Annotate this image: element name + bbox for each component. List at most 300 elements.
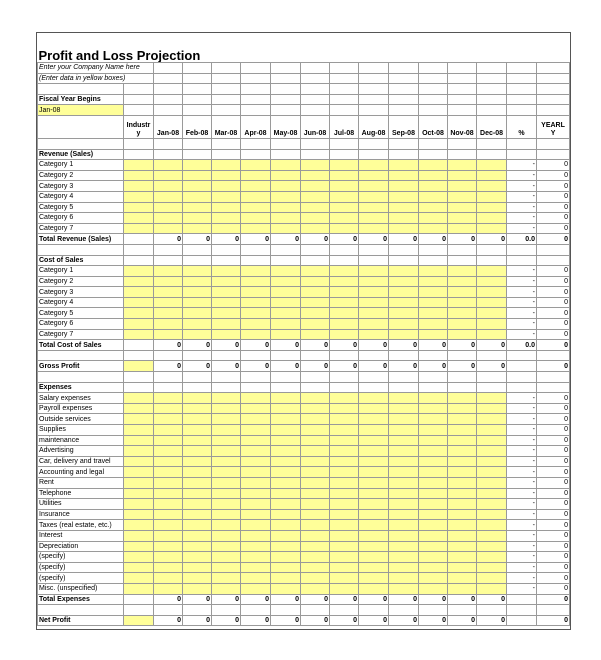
input-cell[interactable]	[241, 170, 271, 181]
input-cell[interactable]	[330, 477, 359, 488]
input-cell[interactable]	[389, 308, 419, 319]
input-cell[interactable]	[241, 266, 271, 277]
input-cell[interactable]	[359, 223, 389, 234]
input-cell[interactable]	[359, 202, 389, 213]
input-cell[interactable]	[183, 393, 212, 404]
input-cell[interactable]	[183, 425, 212, 436]
input-cell[interactable]	[359, 477, 389, 488]
input-cell[interactable]	[212, 456, 241, 467]
input-cell[interactable]	[154, 573, 183, 584]
input-cell[interactable]	[477, 403, 507, 414]
input-cell[interactable]	[389, 530, 419, 541]
input-cell[interactable]	[301, 213, 330, 224]
input-cell[interactable]	[330, 520, 359, 531]
input-cell[interactable]	[301, 467, 330, 478]
input-cell[interactable]	[183, 456, 212, 467]
input-cell[interactable]	[477, 477, 507, 488]
input-cell[interactable]	[183, 329, 212, 340]
input-cell[interactable]	[241, 509, 271, 520]
input-cell[interactable]	[330, 319, 359, 330]
input-cell[interactable]	[301, 552, 330, 563]
input-cell[interactable]	[419, 488, 448, 499]
input-cell[interactable]	[389, 583, 419, 594]
input-cell[interactable]	[154, 552, 183, 563]
input-cell[interactable]	[419, 393, 448, 404]
input-cell[interactable]	[477, 583, 507, 594]
input-cell[interactable]	[124, 213, 154, 224]
input-cell[interactable]	[301, 223, 330, 234]
input-cell[interactable]	[330, 530, 359, 541]
input-cell[interactable]	[124, 615, 154, 626]
input-cell[interactable]	[359, 520, 389, 531]
input-cell[interactable]	[389, 509, 419, 520]
input-cell[interactable]	[212, 181, 241, 192]
input-cell[interactable]	[330, 223, 359, 234]
input-cell[interactable]	[448, 160, 477, 171]
fiscal-year-input[interactable]: Jan-08	[38, 105, 124, 116]
input-cell[interactable]	[389, 541, 419, 552]
input-cell[interactable]	[271, 329, 301, 340]
input-cell[interactable]	[154, 202, 183, 213]
input-cell[interactable]	[448, 541, 477, 552]
input-cell[interactable]	[359, 297, 389, 308]
input-cell[interactable]	[330, 329, 359, 340]
input-cell[interactable]	[389, 552, 419, 563]
input-cell[interactable]	[241, 573, 271, 584]
input-cell[interactable]	[359, 467, 389, 478]
input-cell[interactable]	[330, 552, 359, 563]
input-cell[interactable]	[241, 329, 271, 340]
input-cell[interactable]	[419, 541, 448, 552]
input-cell[interactable]	[389, 266, 419, 277]
input-cell[interactable]	[477, 509, 507, 520]
input-cell[interactable]	[359, 170, 389, 181]
input-cell[interactable]	[241, 414, 271, 425]
input-cell[interactable]	[124, 308, 154, 319]
input-cell[interactable]	[301, 329, 330, 340]
input-cell[interactable]	[359, 435, 389, 446]
input-cell[interactable]	[330, 403, 359, 414]
input-cell[interactable]	[301, 202, 330, 213]
input-cell[interactable]	[359, 456, 389, 467]
input-cell[interactable]	[212, 276, 241, 287]
input-cell[interactable]	[448, 488, 477, 499]
input-cell[interactable]	[212, 573, 241, 584]
input-cell[interactable]	[212, 583, 241, 594]
input-cell[interactable]	[330, 562, 359, 573]
input-cell[interactable]	[183, 562, 212, 573]
input-cell[interactable]	[330, 160, 359, 171]
input-cell[interactable]	[301, 393, 330, 404]
input-cell[interactable]	[301, 477, 330, 488]
input-cell[interactable]	[212, 202, 241, 213]
input-cell[interactable]	[477, 160, 507, 171]
input-cell[interactable]	[183, 297, 212, 308]
input-cell[interactable]	[183, 276, 212, 287]
input-cell[interactable]	[124, 319, 154, 330]
input-cell[interactable]	[330, 181, 359, 192]
input-cell[interactable]	[183, 403, 212, 414]
input-cell[interactable]	[124, 287, 154, 298]
input-cell[interactable]	[183, 319, 212, 330]
input-cell[interactable]	[389, 329, 419, 340]
input-cell[interactable]	[359, 488, 389, 499]
input-cell[interactable]	[301, 287, 330, 298]
input-cell[interactable]	[212, 509, 241, 520]
input-cell[interactable]	[154, 319, 183, 330]
input-cell[interactable]	[389, 181, 419, 192]
input-cell[interactable]	[183, 541, 212, 552]
input-cell[interactable]	[183, 223, 212, 234]
input-cell[interactable]	[301, 319, 330, 330]
input-cell[interactable]	[241, 276, 271, 287]
input-cell[interactable]	[419, 170, 448, 181]
input-cell[interactable]	[477, 425, 507, 436]
input-cell[interactable]	[301, 520, 330, 531]
input-cell[interactable]	[271, 530, 301, 541]
input-cell[interactable]	[271, 276, 301, 287]
input-cell[interactable]	[154, 297, 183, 308]
input-cell[interactable]	[183, 181, 212, 192]
input-cell[interactable]	[330, 191, 359, 202]
input-cell[interactable]	[154, 403, 183, 414]
input-cell[interactable]	[212, 213, 241, 224]
input-cell[interactable]	[330, 297, 359, 308]
input-cell[interactable]	[241, 393, 271, 404]
input-cell[interactable]	[359, 160, 389, 171]
input-cell[interactable]	[359, 213, 389, 224]
input-cell[interactable]	[448, 520, 477, 531]
input-cell[interactable]	[419, 329, 448, 340]
input-cell[interactable]	[477, 181, 507, 192]
input-cell[interactable]	[124, 573, 154, 584]
input-cell[interactable]	[154, 446, 183, 457]
input-cell[interactable]	[477, 552, 507, 563]
input-cell[interactable]	[241, 297, 271, 308]
input-cell[interactable]	[389, 414, 419, 425]
input-cell[interactable]	[124, 520, 154, 531]
input-cell[interactable]	[477, 202, 507, 213]
input-cell[interactable]	[389, 499, 419, 510]
input-cell[interactable]	[359, 446, 389, 457]
input-cell[interactable]	[241, 425, 271, 436]
input-cell[interactable]	[330, 414, 359, 425]
input-cell[interactable]	[419, 308, 448, 319]
input-cell[interactable]	[448, 573, 477, 584]
input-cell[interactable]	[271, 181, 301, 192]
input-cell[interactable]	[212, 308, 241, 319]
input-cell[interactable]	[330, 541, 359, 552]
input-cell[interactable]	[271, 287, 301, 298]
input-cell[interactable]	[419, 223, 448, 234]
input-cell[interactable]	[241, 223, 271, 234]
input-cell[interactable]	[389, 223, 419, 234]
input-cell[interactable]	[241, 488, 271, 499]
input-cell[interactable]	[448, 191, 477, 202]
input-cell[interactable]	[330, 170, 359, 181]
input-cell[interactable]	[154, 223, 183, 234]
input-cell[interactable]	[124, 530, 154, 541]
input-cell[interactable]	[212, 425, 241, 436]
input-cell[interactable]	[271, 160, 301, 171]
input-cell[interactable]	[359, 319, 389, 330]
input-cell[interactable]	[419, 509, 448, 520]
input-cell[interactable]	[389, 403, 419, 414]
input-cell[interactable]	[183, 170, 212, 181]
input-cell[interactable]	[212, 488, 241, 499]
input-cell[interactable]	[389, 446, 419, 457]
input-cell[interactable]	[301, 160, 330, 171]
input-cell[interactable]	[271, 456, 301, 467]
input-cell[interactable]	[271, 583, 301, 594]
input-cell[interactable]	[271, 319, 301, 330]
input-cell[interactable]	[477, 191, 507, 202]
input-cell[interactable]	[477, 530, 507, 541]
input-cell[interactable]	[183, 446, 212, 457]
input-cell[interactable]	[183, 414, 212, 425]
input-cell[interactable]	[212, 552, 241, 563]
input-cell[interactable]	[389, 276, 419, 287]
input-cell[interactable]	[241, 530, 271, 541]
input-cell[interactable]	[301, 488, 330, 499]
input-cell[interactable]	[330, 488, 359, 499]
input-cell[interactable]	[241, 467, 271, 478]
input-cell[interactable]	[448, 308, 477, 319]
input-cell[interactable]	[271, 562, 301, 573]
input-cell[interactable]	[359, 403, 389, 414]
input-cell[interactable]	[301, 191, 330, 202]
input-cell[interactable]	[183, 488, 212, 499]
input-cell[interactable]	[389, 520, 419, 531]
input-cell[interactable]	[330, 202, 359, 213]
input-cell[interactable]	[301, 530, 330, 541]
input-cell[interactable]	[241, 287, 271, 298]
input-cell[interactable]	[124, 509, 154, 520]
input-cell[interactable]	[477, 213, 507, 224]
input-cell[interactable]	[271, 170, 301, 181]
input-cell[interactable]	[271, 191, 301, 202]
input-cell[interactable]	[271, 520, 301, 531]
input-cell[interactable]	[271, 467, 301, 478]
input-cell[interactable]	[271, 308, 301, 319]
input-cell[interactable]	[330, 573, 359, 584]
input-cell[interactable]	[448, 276, 477, 287]
input-cell[interactable]	[154, 435, 183, 446]
input-cell[interactable]	[419, 552, 448, 563]
input-cell[interactable]	[477, 456, 507, 467]
input-cell[interactable]	[359, 393, 389, 404]
input-cell[interactable]	[154, 170, 183, 181]
input-cell[interactable]	[183, 287, 212, 298]
input-cell[interactable]	[124, 467, 154, 478]
input-cell[interactable]	[124, 403, 154, 414]
input-cell[interactable]	[154, 213, 183, 224]
input-cell[interactable]	[241, 403, 271, 414]
input-cell[interactable]	[271, 266, 301, 277]
input-cell[interactable]	[389, 213, 419, 224]
input-cell[interactable]	[330, 467, 359, 478]
input-cell[interactable]	[448, 393, 477, 404]
input-cell[interactable]	[301, 403, 330, 414]
input-cell[interactable]	[448, 213, 477, 224]
input-cell[interactable]	[448, 477, 477, 488]
input-cell[interactable]	[419, 266, 448, 277]
input-cell[interactable]	[271, 552, 301, 563]
input-cell[interactable]	[389, 435, 419, 446]
input-cell[interactable]	[212, 435, 241, 446]
input-cell[interactable]	[389, 202, 419, 213]
input-cell[interactable]	[183, 509, 212, 520]
input-cell[interactable]	[271, 573, 301, 584]
input-cell[interactable]	[241, 552, 271, 563]
input-cell[interactable]	[154, 329, 183, 340]
input-cell[interactable]	[154, 287, 183, 298]
input-cell[interactable]	[477, 297, 507, 308]
input-cell[interactable]	[477, 414, 507, 425]
input-cell[interactable]	[330, 213, 359, 224]
input-cell[interactable]	[183, 308, 212, 319]
input-cell[interactable]	[359, 287, 389, 298]
input-cell[interactable]	[419, 160, 448, 171]
input-cell[interactable]	[124, 477, 154, 488]
input-cell[interactable]	[241, 583, 271, 594]
input-cell[interactable]	[301, 266, 330, 277]
input-cell[interactable]	[154, 414, 183, 425]
input-cell[interactable]	[359, 583, 389, 594]
input-cell[interactable]	[448, 223, 477, 234]
input-cell[interactable]	[448, 499, 477, 510]
input-cell[interactable]	[124, 202, 154, 213]
input-cell[interactable]	[477, 308, 507, 319]
input-cell[interactable]	[477, 467, 507, 478]
input-cell[interactable]	[359, 308, 389, 319]
input-cell[interactable]	[330, 456, 359, 467]
input-cell[interactable]	[419, 573, 448, 584]
input-cell[interactable]	[330, 499, 359, 510]
input-cell[interactable]	[477, 329, 507, 340]
input-cell[interactable]	[448, 181, 477, 192]
input-cell[interactable]	[271, 509, 301, 520]
input-cell[interactable]	[477, 573, 507, 584]
input-cell[interactable]	[183, 160, 212, 171]
input-cell[interactable]	[359, 541, 389, 552]
input-cell[interactable]	[241, 562, 271, 573]
input-cell[interactable]	[359, 562, 389, 573]
input-cell[interactable]	[477, 541, 507, 552]
input-cell[interactable]	[124, 435, 154, 446]
input-cell[interactable]	[241, 446, 271, 457]
input-cell[interactable]	[359, 181, 389, 192]
input-cell[interactable]	[301, 583, 330, 594]
input-cell[interactable]	[212, 530, 241, 541]
input-cell[interactable]	[154, 541, 183, 552]
input-cell[interactable]	[359, 573, 389, 584]
input-cell[interactable]	[389, 287, 419, 298]
input-cell[interactable]	[301, 573, 330, 584]
input-cell[interactable]	[419, 446, 448, 457]
input-cell[interactable]	[271, 446, 301, 457]
input-cell[interactable]	[154, 488, 183, 499]
input-cell[interactable]	[212, 329, 241, 340]
input-cell[interactable]	[124, 541, 154, 552]
input-cell[interactable]	[301, 276, 330, 287]
input-cell[interactable]	[212, 319, 241, 330]
input-cell[interactable]	[419, 319, 448, 330]
input-cell[interactable]	[448, 456, 477, 467]
input-cell[interactable]	[359, 499, 389, 510]
input-cell[interactable]	[301, 308, 330, 319]
input-cell[interactable]	[154, 266, 183, 277]
input-cell[interactable]	[154, 456, 183, 467]
input-cell[interactable]	[419, 499, 448, 510]
input-cell[interactable]	[124, 414, 154, 425]
input-cell[interactable]	[271, 477, 301, 488]
input-cell[interactable]	[183, 477, 212, 488]
input-cell[interactable]	[448, 530, 477, 541]
input-cell[interactable]	[154, 520, 183, 531]
input-cell[interactable]	[212, 541, 241, 552]
input-cell[interactable]	[241, 191, 271, 202]
input-cell[interactable]	[419, 414, 448, 425]
input-cell[interactable]	[124, 488, 154, 499]
input-cell[interactable]	[124, 276, 154, 287]
input-cell[interactable]	[241, 435, 271, 446]
input-cell[interactable]	[183, 467, 212, 478]
input-cell[interactable]	[271, 202, 301, 213]
input-cell[interactable]	[419, 435, 448, 446]
input-cell[interactable]	[419, 403, 448, 414]
input-cell[interactable]	[212, 393, 241, 404]
input-cell[interactable]	[448, 319, 477, 330]
input-cell[interactable]	[330, 276, 359, 287]
input-cell[interactable]	[419, 456, 448, 467]
input-cell[interactable]	[301, 499, 330, 510]
input-cell[interactable]	[389, 573, 419, 584]
input-cell[interactable]	[241, 499, 271, 510]
input-cell[interactable]	[183, 266, 212, 277]
input-cell[interactable]	[359, 509, 389, 520]
input-cell[interactable]	[330, 425, 359, 436]
input-cell[interactable]	[419, 181, 448, 192]
input-cell[interactable]	[241, 541, 271, 552]
input-cell[interactable]	[183, 573, 212, 584]
input-cell[interactable]	[183, 202, 212, 213]
input-cell[interactable]	[212, 403, 241, 414]
input-cell[interactable]	[448, 403, 477, 414]
input-cell[interactable]	[124, 583, 154, 594]
input-cell[interactable]	[448, 329, 477, 340]
input-cell[interactable]	[241, 456, 271, 467]
input-cell[interactable]	[183, 435, 212, 446]
input-cell[interactable]	[448, 287, 477, 298]
input-cell[interactable]	[271, 393, 301, 404]
input-cell[interactable]	[448, 583, 477, 594]
input-cell[interactable]	[154, 530, 183, 541]
input-cell[interactable]	[271, 541, 301, 552]
input-cell[interactable]	[301, 541, 330, 552]
input-cell[interactable]	[448, 425, 477, 436]
input-cell[interactable]	[389, 456, 419, 467]
input-cell[interactable]	[477, 170, 507, 181]
input-cell[interactable]	[389, 393, 419, 404]
input-cell[interactable]	[389, 319, 419, 330]
input-cell[interactable]	[419, 562, 448, 573]
input-cell[interactable]	[124, 393, 154, 404]
input-cell[interactable]	[330, 435, 359, 446]
input-cell[interactable]	[301, 562, 330, 573]
input-cell[interactable]	[330, 287, 359, 298]
input-cell[interactable]	[389, 160, 419, 171]
